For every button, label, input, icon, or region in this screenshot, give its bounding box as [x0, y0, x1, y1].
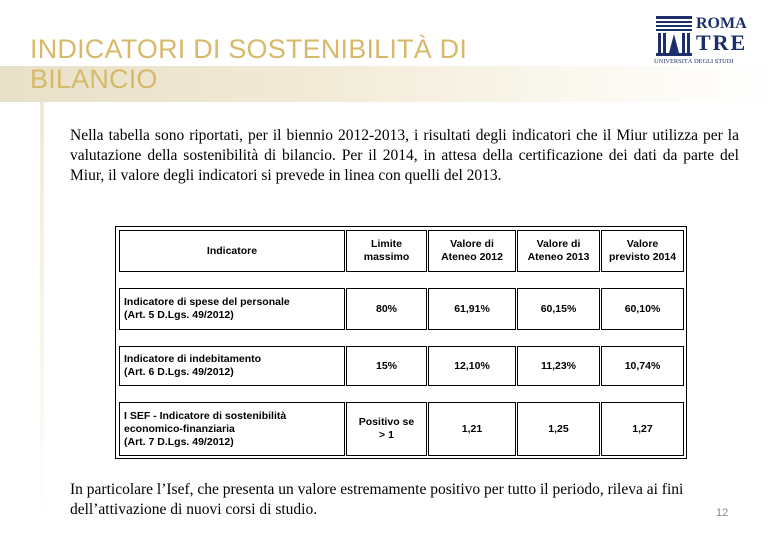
logo-line1: ROMA — [696, 15, 747, 32]
row3-valore-2014: 1,27 — [601, 402, 684, 456]
roma-tre-logo — [652, 12, 756, 66]
row3-valore-2012: 1,21 — [428, 402, 516, 456]
building-icon — [656, 16, 692, 56]
row1-limite: 80% — [346, 288, 427, 330]
row1-indicator-name: Indicatore di spese del personale (Art. 5 D.Lgs. 49/2012) — [119, 288, 345, 330]
logo-line2: TRE — [696, 30, 748, 55]
header-valore-2013: Valore di Ateneo 2013 — [517, 230, 600, 272]
header-limite: Limite massimo — [346, 230, 427, 272]
row2-valore-2014: 10,74% — [601, 346, 684, 386]
header-valore-2012: Valore di Ateneo 2012 — [428, 230, 516, 272]
slide-title: INDICATORI DI SOSTENIBILITÀ DI BILANCIO — [30, 34, 468, 94]
page-number: 12 — [716, 507, 729, 519]
logo-line3: UNIVERSITÀ DEGLI STUDI — [654, 58, 734, 65]
row3-valore-2013: 1,25 — [517, 402, 600, 456]
intro-paragraph: Nella tabella sono riportati, per il biennio 2012-2013, i risultati degli indicatori che il Miur utilizza per la valutazione della sostenibilità di bilancio. Per il 2014, in attesa della certificazione dei dati da parte del Miur, il valore degli indicatori si prevede in linea con quelli del 2013. — [70, 127, 739, 184]
row3-indicator-name: I SEF - Indicatore di sostenibilità economico-finanziaria (Art. 7 D.Lgs. 49/2012) — [119, 402, 345, 456]
row2-indicator-name: Indicatore di indebitamento (Art. 6 D.Lgs. 49/2012) — [119, 346, 345, 386]
row2-valore-2013: 11,23% — [517, 346, 600, 386]
conclusion-paragraph: In particolare l’Isef, che presenta un valore estremamente positivo per tutto il periodo, rileva ai fini dell’attivazione di nuovi corsi di studio. — [70, 481, 684, 518]
left-accent-rule — [40, 102, 44, 522]
header-indicatore: Indicatore — [119, 230, 345, 272]
row2-limite: 15% — [346, 346, 427, 386]
row1-valore-2014: 60,10% — [601, 288, 684, 330]
row1-valore-2013: 60,15% — [517, 288, 600, 330]
row3-limite: Positivo se > 1 — [346, 402, 427, 456]
row2-valore-2012: 12,10% — [428, 346, 516, 386]
header-valore-2014: Valore previsto 2014 — [601, 230, 684, 272]
row1-valore-2012: 61,91% — [428, 288, 516, 330]
